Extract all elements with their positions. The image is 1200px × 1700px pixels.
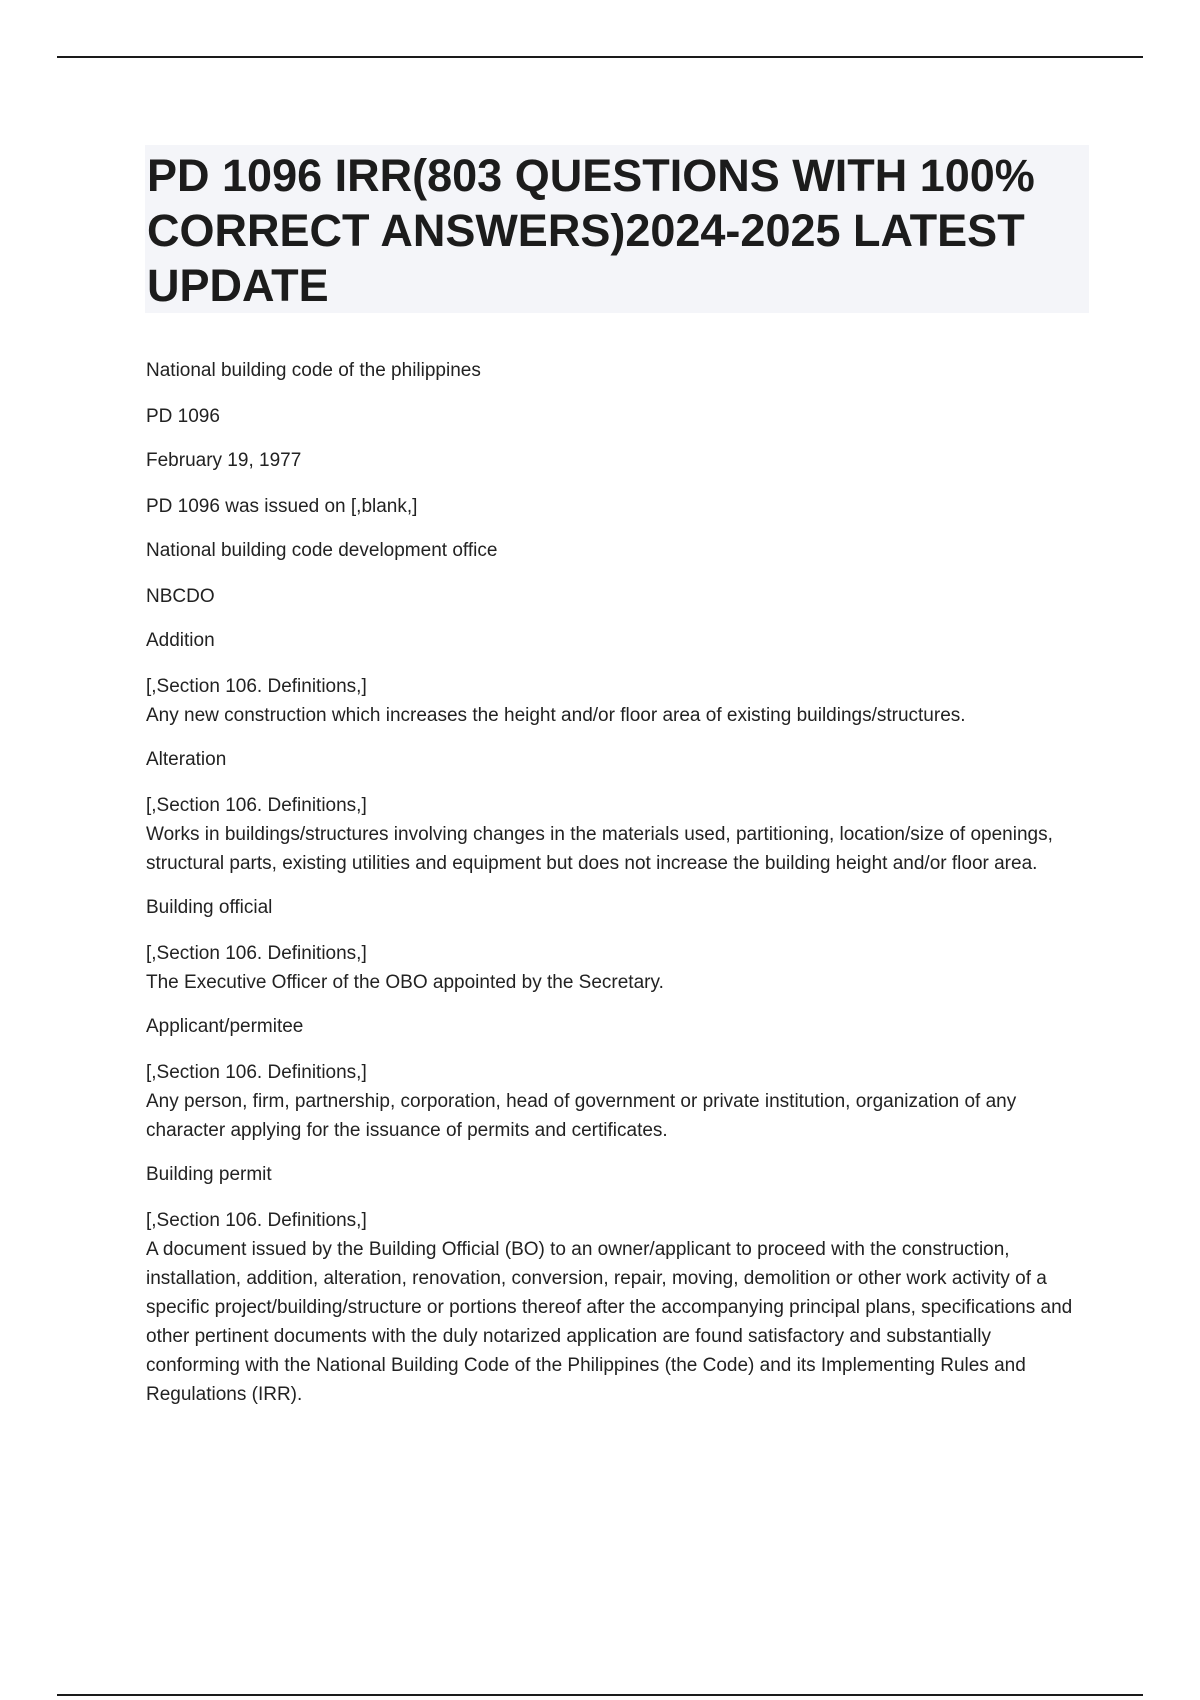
card-definition [146,582,1086,611]
card-term: February 19, 1977 [146,450,302,471]
card-term: National building code development office [146,540,498,561]
card-definition [146,672,1086,730]
flashcard [146,627,1086,730]
card-definition-text: Any person, firm, partnership, corporation, head of government or private institution, organization of any character applying for the issuance of permits and certificates. [146,1091,1017,1141]
card-definition [146,791,1086,878]
flashcard-list [146,357,1086,1425]
flashcard [146,537,1086,611]
card-term: Building official [146,897,273,918]
flashcard [146,894,1086,997]
card-section-ref: [,Section 106. Definitions,] [146,1210,367,1231]
card-section-ref: [,Section 106. Definitions,] [146,943,367,964]
card-definition [146,939,1086,997]
card-definition [146,1206,1086,1409]
flashcard [146,1013,1086,1145]
card-section-ref: [,Section 106. Definitions,] [146,1062,367,1083]
card-definition-text: A document issued by the Building Official (BO) to an owner/applicant to proceed with the construction, installation, addition, alteration, renovation, conversion, repair, moving, demolition or other work activity of a specific project/building/structure or portions thereof after the accompanying principal plans, specifications and other pertinent documents with the duly notarized application are found satisfactory and substantially conforming with the National Building Code of the Philippines (the Code) and its Implementing Rules and Regulations (IRR). [146,1239,1073,1405]
flashcard [146,447,1086,521]
card-term: Building permit [146,1164,272,1185]
top-divider [57,56,1143,58]
card-definition [146,402,1086,431]
card-term: Addition [146,630,215,651]
card-definition-text: PD 1096 [146,406,220,427]
card-term: National building code of the philippines [146,360,481,381]
card-definition-text: NBCDO [146,586,215,607]
flashcard [146,357,1086,431]
card-term: Applicant/permitee [146,1016,304,1037]
title-banner [145,145,1089,313]
card-definition [146,1058,1086,1145]
page-title: PD 1096 IRR(803 QUESTIONS WITH 100% CORRECT ANSWERS)2024-2025 LATEST UPDATE [147,150,1035,311]
card-term: Alteration [146,749,227,770]
card-definition-text: Works in buildings/structures involving changes in the materials used, partitioning, location/size of openings, structural parts, existing utilities and equipment but does not increase the building height and/or floor area. [146,824,1053,874]
flashcard [146,746,1086,878]
flashcard [146,1161,1086,1409]
card-section-ref: [,Section 106. Definitions,] [146,795,367,816]
card-definition-text: The Executive Officer of the OBO appointed by the Secretary. [146,972,664,993]
bottom-divider [57,1694,1143,1696]
card-definition-text: PD 1096 was issued on [,blank,] [146,496,418,517]
card-section-ref: [,Section 106. Definitions,] [146,676,367,697]
card-definition [146,492,1086,521]
card-definition-text: Any new construction which increases the height and/or floor area of existing buildings/structures. [146,705,966,726]
